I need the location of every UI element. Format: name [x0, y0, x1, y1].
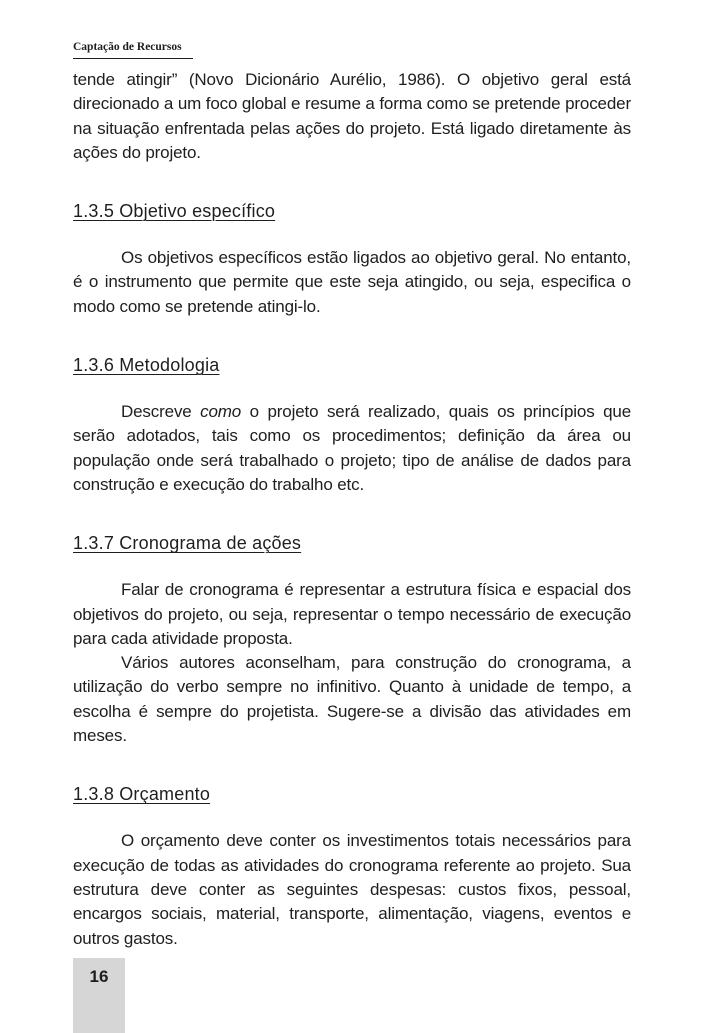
section-heading-cronograma: [73, 531, 631, 555]
section-heading-text: 1.3.6 Metodologia: [73, 355, 220, 376]
section-heading-orcamento: [73, 782, 631, 806]
text-run: o projeto será realizado, quais os princípios que serão adotados, tais como os procedimentos; definição da área ou população onde será trabalhado o projeto; tipo de análise de dados para construção e execução do trabalho etc.: [73, 402, 631, 494]
paragraph-metodologia: [73, 400, 631, 497]
paragraph-objetivo-especifico: Os objetivos específicos estão ligados ao objetivo geral. No entanto, é o instrumento que permite que este seja atingido, ou seja, especifica o modo como se pretende atingi-lo.: [73, 248, 631, 316]
section-heading-text: 1.3.8 Orçamento: [73, 784, 211, 805]
section-heading-objetivo-especifico: [73, 199, 631, 223]
intro-paragraph: tende atingir” (Novo Dicionário Aurélio, 1986). O objetivo geral está direcionado a um foco global e resume a forma como se pretende proceder na situação enfrentada pelas ações do projeto. Está ligado diretamente às ações do projeto.: [73, 70, 631, 162]
emphasis-text: como: [200, 402, 242, 422]
text-run: Descreve: [121, 402, 201, 422]
paragraph-cronograma-1: Falar de cronograma é representar a estrutura física e espacial dos objetivos do projeto, ou seja, representar o tempo necessário de execução para cada atividade proposta.: [73, 580, 631, 648]
section-heading-metodologia: [73, 353, 631, 377]
page-number-box: [73, 958, 125, 1033]
section-heading-text: 1.3.7 Cronograma de ações: [73, 533, 302, 554]
page-body: [73, 68, 631, 951]
running-head: Captação de Recursos: [73, 41, 182, 53]
paragraph-cronograma-2: Vários autores aconselham, para construção do cronograma, a utilização do verbo sempre no infinitivo. Quanto à unidade de tempo, a escolha é sempre do projetista. Sugere-se a divisão das atividades em meses.: [73, 653, 631, 746]
header-rule: [73, 58, 193, 59]
page-number: 16: [89, 967, 109, 986]
paragraph-orcamento: O orçamento deve conter os investimentos totais necessários para execução de todas as atividades do cronograma referente ao projeto. Sua estrutura deve conter as seguintes despesas: custos fixos, pessoal, encargos sociais, material, transporte, alimentação, viagens, eventos e outros gastos.: [73, 831, 631, 948]
section-heading-text: 1.3.5 Objetivo específico: [73, 201, 276, 222]
